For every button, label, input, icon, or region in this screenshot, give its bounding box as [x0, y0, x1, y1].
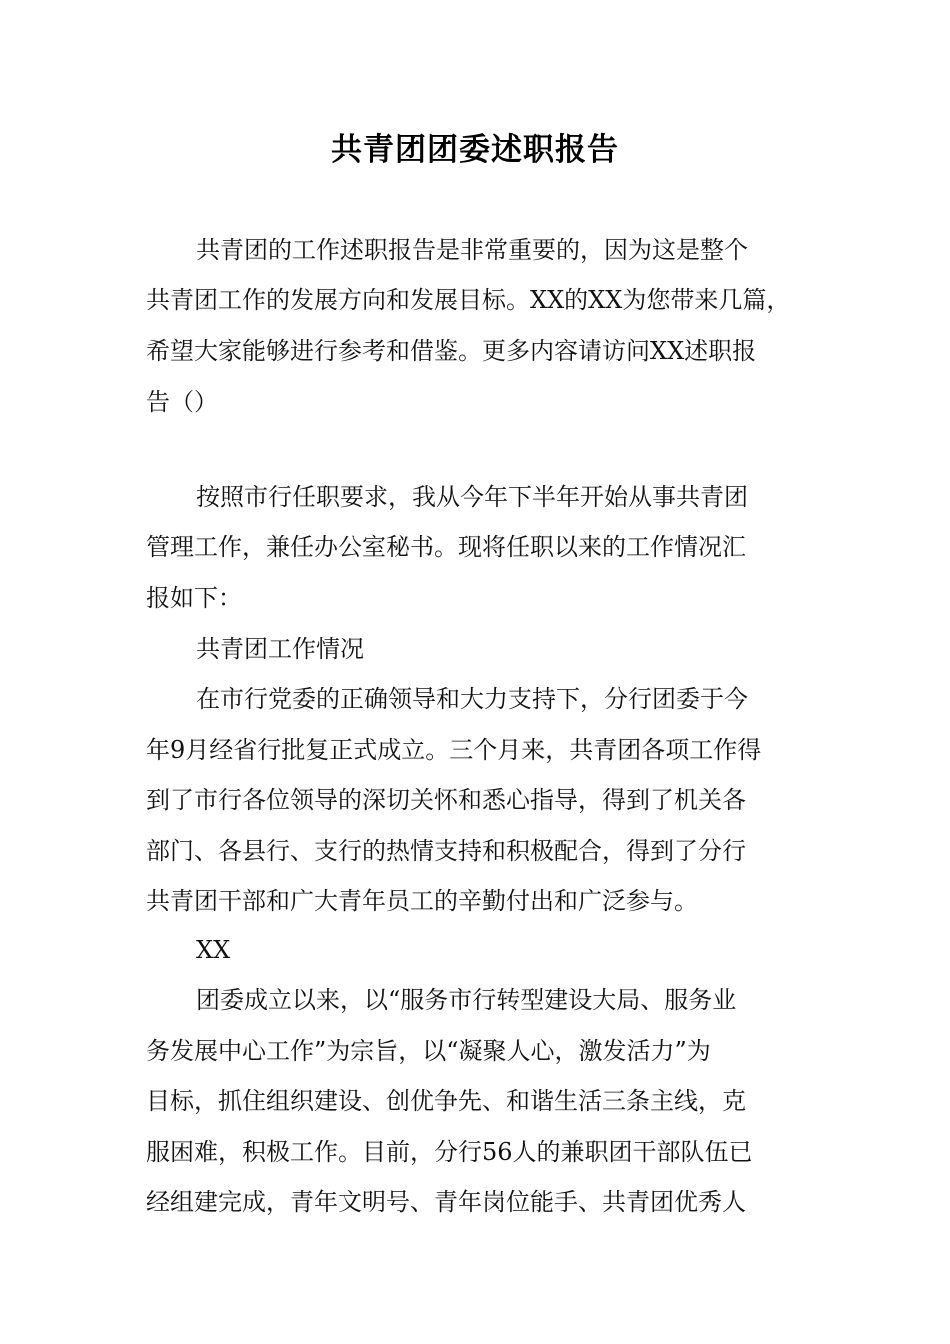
text-line: 年9月经省行批复正式成立。三个月来，共青团各项工作得	[146, 736, 762, 764]
section-heading: XX	[196, 936, 231, 964]
text-line: 目标，抓住组织建设、创优争先、和谐生活三条主线，克	[146, 1087, 746, 1115]
section-heading: 共青团工作情况	[196, 635, 364, 663]
text-line: 报如下：	[146, 584, 242, 612]
text-line: 共青团的工作述职报告是非常重要的，因为这是整个	[196, 236, 748, 264]
text-line: 到了市行各位领导的深切关怀和悉心指导，得到了机关各	[146, 786, 746, 814]
text-line: 在市行党委的正确领导和大力支持下，分行团委于今	[196, 685, 748, 713]
text-line: 按照市行任职要求，我从今年下半年开始从事共青团	[196, 483, 748, 511]
text-line: 务发展中心工作”为宗旨，以“凝聚人心，激发活力”为	[146, 1037, 711, 1065]
text-line: 告（）	[146, 388, 218, 416]
text-line: 部门、各县行、支行的热情支持和积极配合，得到了分行	[146, 837, 746, 865]
text-line: 服困难，积极工作。目前，分行56人的兼职团干部队伍已	[146, 1138, 753, 1166]
document-title: 共青团团委述职报告	[331, 132, 619, 168]
text-line: 共青团干部和广大青年员工的辛勤付出和广泛参与。	[146, 887, 698, 915]
text-line: 管理工作，兼任办公室秘书。现将任职以来的工作情况汇	[146, 533, 746, 561]
text-line: 团委成立以来，以“服务市行转型建设大局、服务业	[196, 986, 737, 1014]
text-line: 经组建完成，青年文明号、青年岗位能手、共青团优秀人	[146, 1188, 746, 1216]
text-line: 共青团工作的发展方向和发展目标。XX的XX为您带来几篇，	[146, 286, 791, 314]
text-line: 希望大家能够进行参考和借鉴。更多内容请访问XX述职报	[146, 337, 757, 365]
